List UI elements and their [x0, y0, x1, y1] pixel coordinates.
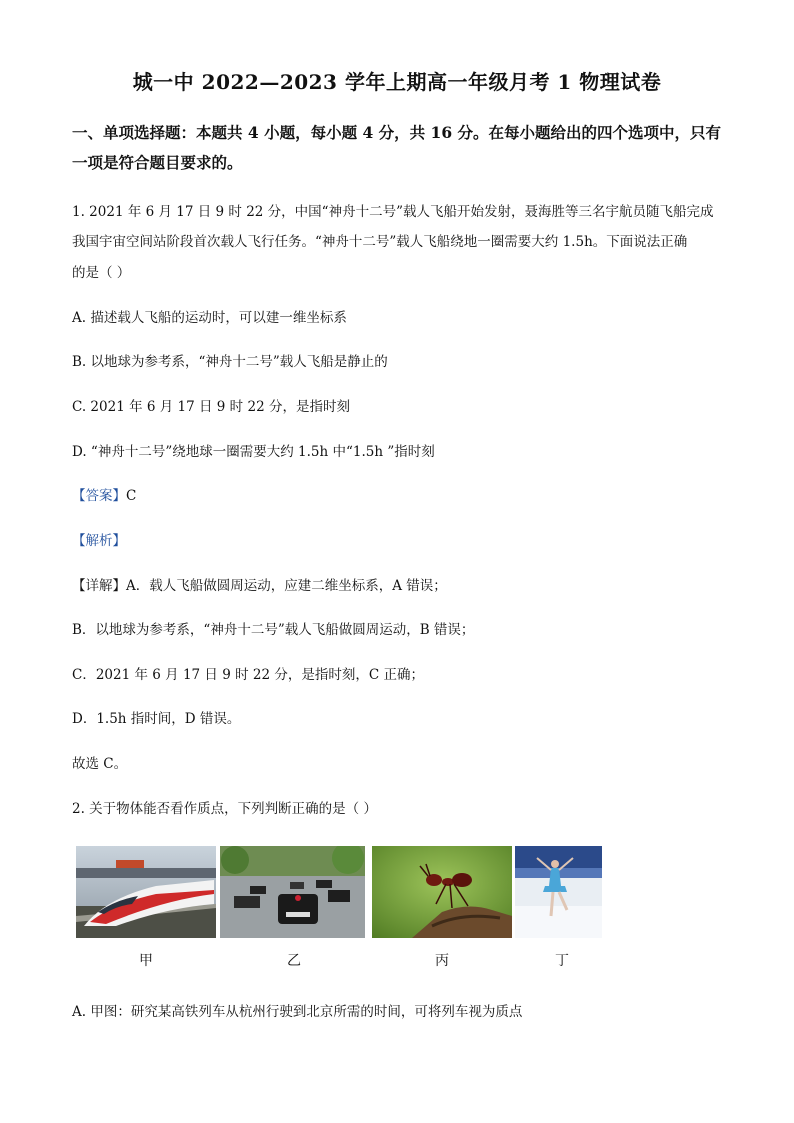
photo-ant: [372, 846, 512, 938]
caption-jia: 甲: [139, 953, 153, 969]
caption-yi: 乙: [287, 953, 301, 969]
q1-conclusion: 故选 C。: [72, 756, 128, 772]
photo-figure-skater: [515, 846, 602, 938]
caption-ding: 丁: [555, 953, 569, 969]
section-heading-line-1: 一、单项选择题：本题共 4 小题，每小题 4 分，共 16 分。在每小题给出的四个选项中，只有: [72, 123, 722, 142]
q1-stem-line-3: 的是（ ）: [72, 265, 131, 281]
q1-option-c: C. 2021 年 6 月 17 日 9 时 22 分，是指时刻: [72, 399, 350, 415]
q1-detail-b: B．以地球为参考系，“神舟十二号”载人飞船做圆周运动，B 错误；: [72, 622, 475, 638]
q1-option-d: D. “神舟十二号”绕地球一圈需要大约 1.5h 中“1.5h ”指时刻: [72, 444, 435, 460]
q1-option-b: B. 以地球为参考系，“神舟十二号”载人飞船是静止的: [72, 354, 388, 370]
q1-stem-line-2: 我国宇宙空间站阶段首次载人飞行任务。“神舟十二号”载人飞船绕地一圈需要大约 1.5h。下面说法正确: [72, 234, 688, 250]
q1-detail-c: C．2021 年 6 月 17 日 9 时 22 分，是指时刻，C 正确；: [72, 667, 424, 683]
analysis-tag: 【解析】: [72, 533, 126, 549]
q1-detail-d: D．1.5h 指时间，D 错误。: [72, 711, 241, 727]
q1-detail-a: [72, 574, 732, 594]
q1-stem-line-1: 1. 2021 年 6 月 17 日 9 时 22 分，中国“神舟十二号”载人飞船开始发射，聂海胜等三名宇航员随飞船完成: [72, 204, 714, 220]
answer-value: C: [126, 488, 137, 504]
q2-stem: 2. 关于物体能否看作质点，下列判断正确的是（ ）: [72, 801, 377, 817]
detail-a-text: A．载人飞船做圆周运动，应建二维坐标系，A 错误；: [126, 578, 447, 594]
q1-analysis: [72, 529, 732, 549]
section-heading-line-2: 一项是符合题目要求的。: [72, 153, 243, 172]
q1-option-a: A. 描述载人飞船的运动时，可以建一维坐标系: [72, 310, 347, 326]
q2-option-a: A. 甲图：研究某高铁列车从杭州行驶到北京所需的时间，可将列车视为质点: [72, 1004, 523, 1020]
detail-tag: 【详解】: [72, 578, 126, 594]
section-heading: [72, 118, 732, 178]
photo-car-motorcade: [220, 846, 365, 938]
photo-high-speed-train: [76, 846, 216, 938]
q1-answer: [72, 484, 732, 504]
caption-bing: 丙: [435, 953, 449, 969]
exam-title: 城一中 2022—2023 学年上期高一年级月考 1 物理试卷: [132, 70, 662, 94]
answer-tag: 【答案】: [72, 488, 126, 504]
